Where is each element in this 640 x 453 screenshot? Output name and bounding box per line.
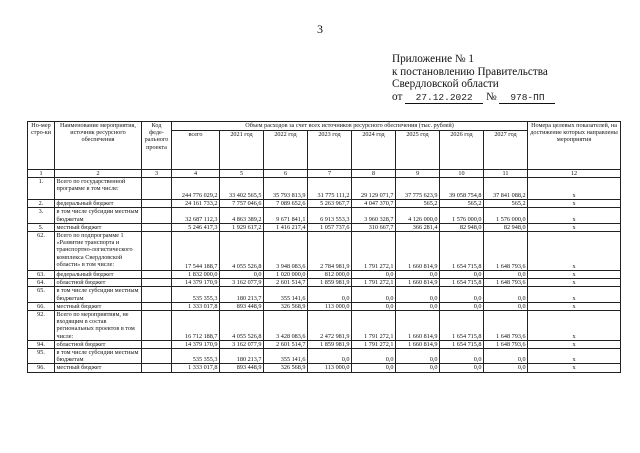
table-row bbox=[28, 232, 621, 271]
column-number: 8 bbox=[352, 170, 396, 178]
from-label: от bbox=[392, 90, 403, 103]
cell-target: x bbox=[528, 232, 621, 271]
row-code bbox=[142, 302, 172, 310]
cell-total: 535 355,3 bbox=[172, 287, 220, 302]
cell-2024: 1 791 272,1 bbox=[352, 340, 396, 348]
cell-total: 5 246 417,3 bbox=[172, 223, 220, 231]
appendix-line-3: Свердловской области bbox=[392, 78, 499, 91]
cell-2021: 3 162 077,9 bbox=[220, 279, 264, 287]
cell-2026: 1 654 715,8 bbox=[440, 311, 484, 341]
cell-2023: 1 057 737,6 bbox=[308, 223, 352, 231]
header-code: Код феде-рального проекта bbox=[142, 122, 172, 170]
cell-2025: 0,0 bbox=[396, 349, 440, 364]
row-code bbox=[142, 178, 172, 200]
cell-2022: 35 793 813,9 bbox=[264, 178, 308, 200]
cell-2021: 180 213,7 bbox=[220, 287, 264, 302]
cell-2025: 366 281,4 bbox=[396, 223, 440, 231]
row-name: в том числе субсидии местным бюджетам bbox=[55, 349, 142, 364]
cell-2026: 39 058 754,8 bbox=[440, 178, 484, 200]
table-row bbox=[28, 279, 621, 287]
cell-2021: 180 213,7 bbox=[220, 349, 264, 364]
cell-2021: 1 929 617,2 bbox=[220, 223, 264, 231]
cell-2026: 1 576 000,0 bbox=[440, 208, 484, 223]
cell-2021: 33 402 565,5 bbox=[220, 178, 264, 200]
table-row bbox=[28, 178, 621, 200]
cell-total: 24 161 733,2 bbox=[172, 200, 220, 208]
cell-target: x bbox=[528, 208, 621, 223]
cell-2026: 0,0 bbox=[440, 364, 484, 372]
cell-2027: 0,0 bbox=[484, 302, 528, 310]
cell-total: 1 333 017,8 bbox=[172, 302, 220, 310]
cell-2022: 1 020 000,0 bbox=[264, 271, 308, 279]
cell-2021: 893 448,9 bbox=[220, 364, 264, 372]
row-number: 62. bbox=[28, 232, 55, 271]
header-year: 2022 год bbox=[264, 131, 308, 170]
cell-2027: 1 648 793,6 bbox=[484, 340, 528, 348]
cell-2025: 1 660 814,9 bbox=[396, 340, 440, 348]
cell-target: x bbox=[528, 364, 621, 372]
cell-2027: 0,0 bbox=[484, 349, 528, 364]
cell-target: x bbox=[528, 271, 621, 279]
cell-target: x bbox=[528, 178, 621, 200]
row-name: областной бюджет bbox=[55, 279, 142, 287]
cell-2021: 3 162 077,9 bbox=[220, 340, 264, 348]
row-number: 3. bbox=[28, 208, 55, 223]
cell-2027: 1 648 793,6 bbox=[484, 232, 528, 271]
column-number: 3 bbox=[142, 170, 172, 178]
row-number: 66. bbox=[28, 302, 55, 310]
cell-2026: 82 948,0 bbox=[440, 223, 484, 231]
row-code bbox=[142, 287, 172, 302]
cell-2022: 326 568,9 bbox=[264, 302, 308, 310]
table-row bbox=[28, 287, 621, 302]
cell-2027: 565,2 bbox=[484, 200, 528, 208]
cell-2025: 0,0 bbox=[396, 302, 440, 310]
cell-2026: 1 654 715,8 bbox=[440, 232, 484, 271]
row-name: Всего по подпрограмме 1 «Развитие транспорта и транспортно-логистического комплекса Свердловской области» в том числе: bbox=[55, 232, 142, 271]
column-number: 2 bbox=[55, 170, 142, 178]
decree-line bbox=[392, 91, 632, 104]
cell-2021: 893 448,9 bbox=[220, 302, 264, 310]
row-name: областной бюджет bbox=[55, 340, 142, 348]
cell-2025: 1 660 814,9 bbox=[396, 232, 440, 271]
cell-2025: 565,2 bbox=[396, 200, 440, 208]
cell-2022: 9 671 841,1 bbox=[264, 208, 308, 223]
header-year: 2023 год bbox=[308, 131, 352, 170]
cell-2027: 1 648 793,6 bbox=[484, 279, 528, 287]
cell-2027: 0,0 bbox=[484, 287, 528, 302]
header-year: 2021 год bbox=[220, 131, 264, 170]
cell-total: 14 379 170,9 bbox=[172, 279, 220, 287]
cell-2024: 4 047 370,7 bbox=[352, 200, 396, 208]
cell-target: x bbox=[528, 279, 621, 287]
cell-target: x bbox=[528, 287, 621, 302]
row-name: Всего по государственной программе в том числе: bbox=[55, 178, 142, 200]
row-number: 2. bbox=[28, 200, 55, 208]
cell-2024: 1 791 272,1 bbox=[352, 311, 396, 341]
cell-2024: 1 791 272,1 bbox=[352, 279, 396, 287]
column-number: 10 bbox=[440, 170, 484, 178]
cell-target: x bbox=[528, 302, 621, 310]
cell-2025: 0,0 bbox=[396, 287, 440, 302]
row-name: федеральный бюджет bbox=[55, 200, 142, 208]
decree-date: 27.12.2022 bbox=[405, 93, 483, 104]
cell-2024: 3 960 328,7 bbox=[352, 208, 396, 223]
cell-2025: 4 126 000,0 bbox=[396, 208, 440, 223]
cell-2027: 1 576 000,0 bbox=[484, 208, 528, 223]
table-row bbox=[28, 208, 621, 223]
cell-2024: 1 791 272,1 bbox=[352, 232, 396, 271]
cell-2021: 4 863 389,2 bbox=[220, 208, 264, 223]
cell-2027: 0,0 bbox=[484, 364, 528, 372]
cell-2023: 0,0 bbox=[308, 349, 352, 364]
cell-target: x bbox=[528, 200, 621, 208]
cell-total: 1 832 000,0 bbox=[172, 271, 220, 279]
cell-2022: 355 141,6 bbox=[264, 287, 308, 302]
cell-2022: 2 601 514,7 bbox=[264, 279, 308, 287]
cell-total: 32 687 112,3 bbox=[172, 208, 220, 223]
row-name: местный бюджет bbox=[55, 302, 142, 310]
row-name: местный бюджет bbox=[55, 223, 142, 231]
cell-2021: 4 055 526,8 bbox=[220, 232, 264, 271]
cell-2026: 565,2 bbox=[440, 200, 484, 208]
cell-2027: 1 648 793,6 bbox=[484, 311, 528, 341]
cell-2026: 1 654 715,8 bbox=[440, 279, 484, 287]
row-number: 94. bbox=[28, 340, 55, 348]
cell-2023: 5 263 967,7 bbox=[308, 200, 352, 208]
cell-2023: 31 775 111,2 bbox=[308, 178, 352, 200]
cell-2023: 2 472 981,9 bbox=[308, 311, 352, 341]
number-label: № bbox=[485, 90, 497, 103]
header-volume: Объем расходов за счет всех источников ресурсного обеспечения (тыс. рублей) bbox=[172, 122, 528, 131]
cell-target: x bbox=[528, 223, 621, 231]
cell-2022: 355 141,6 bbox=[264, 349, 308, 364]
row-code bbox=[142, 311, 172, 341]
cell-2021: 4 055 526,8 bbox=[220, 311, 264, 341]
cell-2025: 0,0 bbox=[396, 364, 440, 372]
header-target: Номера целевых показателей, на достижение которых направлены мероприятия bbox=[528, 122, 621, 170]
cell-2025: 37 775 623,9 bbox=[396, 178, 440, 200]
row-number: 1. bbox=[28, 178, 55, 200]
row-number: 96. bbox=[28, 364, 55, 372]
header-row-number: Но-мер стро-ки bbox=[28, 122, 55, 170]
cell-total: 17 544 188,7 bbox=[172, 232, 220, 271]
cell-2024: 0,0 bbox=[352, 271, 396, 279]
header-year: 2025 год bbox=[396, 131, 440, 170]
cell-2022: 1 416 217,4 bbox=[264, 223, 308, 231]
cell-total: 14 379 170,9 bbox=[172, 340, 220, 348]
column-number: 12 bbox=[528, 170, 621, 178]
appendix-title: Приложение № 1 bbox=[392, 53, 474, 65]
cell-2021: 7 757 046,6 bbox=[220, 200, 264, 208]
row-code bbox=[142, 349, 172, 364]
column-number-row bbox=[28, 170, 621, 178]
cell-2023: 1 859 981,9 bbox=[308, 279, 352, 287]
cell-2025: 1 660 814,9 bbox=[396, 279, 440, 287]
cell-total: 16 712 188,7 bbox=[172, 311, 220, 341]
cell-total: 535 355,3 bbox=[172, 349, 220, 364]
column-number: 6 bbox=[264, 170, 308, 178]
cell-2024: 0,0 bbox=[352, 302, 396, 310]
cell-2024: 310 667,7 bbox=[352, 223, 396, 231]
cell-total: 244 776 029,2 bbox=[172, 178, 220, 200]
cell-2023: 113 000,0 bbox=[308, 302, 352, 310]
cell-2024: 0,0 bbox=[352, 349, 396, 364]
row-number: 64. bbox=[28, 279, 55, 287]
column-number: 9 bbox=[396, 170, 440, 178]
cell-2023: 2 784 981,9 bbox=[308, 232, 352, 271]
table-row bbox=[28, 223, 621, 231]
cell-2026: 0,0 bbox=[440, 349, 484, 364]
row-code bbox=[142, 340, 172, 348]
column-number: 11 bbox=[484, 170, 528, 178]
cell-2025: 1 660 814,9 bbox=[396, 311, 440, 341]
cell-2024: 0,0 bbox=[352, 364, 396, 372]
row-number: 5. bbox=[28, 223, 55, 231]
header-year: 2024 год bbox=[352, 131, 396, 170]
cell-2022: 2 601 514,7 bbox=[264, 340, 308, 348]
appendix-line-2: к постановлению Правительства bbox=[392, 65, 548, 78]
row-code bbox=[142, 271, 172, 279]
header-year: 2026 год bbox=[440, 131, 484, 170]
cell-2027: 37 841 088,2 bbox=[484, 178, 528, 200]
cell-2022: 7 089 652,6 bbox=[264, 200, 308, 208]
cell-2026: 0,0 bbox=[440, 302, 484, 310]
row-code bbox=[142, 208, 172, 223]
cell-2021: 0,0 bbox=[220, 271, 264, 279]
row-name: федеральный бюджет bbox=[55, 271, 142, 279]
table-row bbox=[28, 364, 621, 372]
header-name: Наименование мероприятия, источник ресурсного обеспечения bbox=[55, 122, 142, 170]
row-name: в том числе субсидии местным бюджетам bbox=[55, 208, 142, 223]
appendix-block bbox=[392, 53, 632, 104]
row-name: местный бюджет bbox=[55, 364, 142, 372]
cell-2022: 326 568,9 bbox=[264, 364, 308, 372]
expenses-table bbox=[27, 121, 621, 373]
table-row bbox=[28, 311, 621, 341]
cell-2023: 113 000,0 bbox=[308, 364, 352, 372]
page-number: 3 bbox=[317, 22, 323, 36]
cell-2022: 3 428 083,6 bbox=[264, 311, 308, 341]
header-year: 2027 год bbox=[484, 131, 528, 170]
row-name: Всего по мероприятиям, не входящим в состав региональных проектов в том числе: bbox=[55, 311, 142, 341]
column-number: 5 bbox=[220, 170, 264, 178]
cell-total: 1 333 017,8 bbox=[172, 364, 220, 372]
row-code bbox=[142, 200, 172, 208]
cell-2024: 29 129 071,7 bbox=[352, 178, 396, 200]
cell-2026: 1 654 715,8 bbox=[440, 340, 484, 348]
decree-number: 978-ПП bbox=[499, 93, 555, 104]
cell-target: x bbox=[528, 340, 621, 348]
cell-target: x bbox=[528, 311, 621, 341]
row-number: 92. bbox=[28, 311, 55, 341]
row-number: 95. bbox=[28, 349, 55, 364]
row-code bbox=[142, 232, 172, 271]
table-row bbox=[28, 340, 621, 348]
table-row bbox=[28, 271, 621, 279]
table-row bbox=[28, 302, 621, 310]
cell-2024: 0,0 bbox=[352, 287, 396, 302]
cell-2023: 0,0 bbox=[308, 287, 352, 302]
row-number: 65. bbox=[28, 287, 55, 302]
cell-2026: 0,0 bbox=[440, 287, 484, 302]
row-code bbox=[142, 223, 172, 231]
table-row bbox=[28, 349, 621, 364]
row-name: в том числе субсидии местным бюджетам bbox=[55, 287, 142, 302]
cell-2025: 0,0 bbox=[396, 271, 440, 279]
column-number: 7 bbox=[308, 170, 352, 178]
header-total: всего bbox=[172, 131, 220, 170]
cell-2026: 0,0 bbox=[440, 271, 484, 279]
row-code bbox=[142, 279, 172, 287]
cell-2027: 82 948,0 bbox=[484, 223, 528, 231]
cell-target: x bbox=[528, 349, 621, 364]
cell-2023: 812 000,0 bbox=[308, 271, 352, 279]
table-row bbox=[28, 200, 621, 208]
cell-2023: 1 859 981,9 bbox=[308, 340, 352, 348]
cell-2027: 0,0 bbox=[484, 271, 528, 279]
row-number: 63. bbox=[28, 271, 55, 279]
cell-2023: 6 913 553,3 bbox=[308, 208, 352, 223]
column-number: 4 bbox=[172, 170, 220, 178]
row-code bbox=[142, 364, 172, 372]
cell-2022: 3 948 083,6 bbox=[264, 232, 308, 271]
column-number: 1 bbox=[28, 170, 55, 178]
